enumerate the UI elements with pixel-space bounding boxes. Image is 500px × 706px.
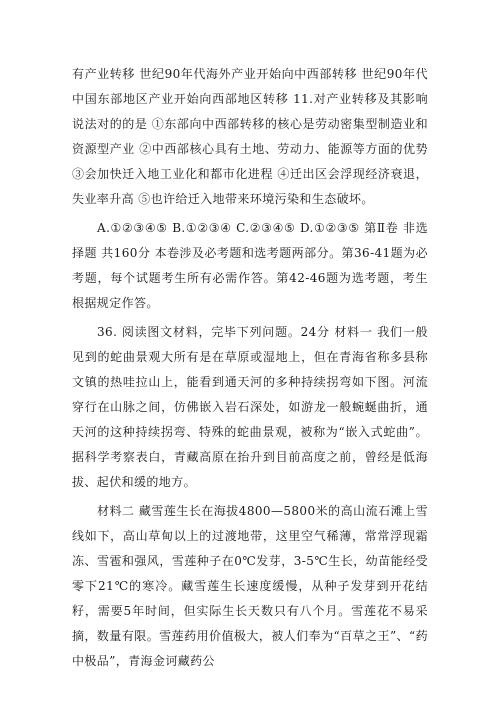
- paragraph-industry-transfer: 有产业转移 世纪90年代海外产业开始向中西部转移 世纪90年代中国东部地区产业开始向西部地区转移 11.对产业转移及其影响说法对的的是 ①东部向中西部转移的核心是劳动密集型制造业和资源型产业 ②中西部核心具有土地、劳动力、能源等方面的优势 ③会加快迁入地工业化和都市化进程 ④迁出区会浮现经济衰退，失业率升高 ⑤也许给迁入地带来环境污染和生态破坏。: [72, 67, 428, 206]
- paragraph-material-2: 材料二 藏雪莲生长在海拔4800—5800米的高山流石滩上雪线如下，高山草甸以上的过渡地带，这里空气稀薄，常常浮现霜冻、雪雹和强风，雪莲种子在0℃发芽，3-5℃生长，幼苗能经受零下21℃的寒冷。藏雪莲生长速度缓慢，从种子发芽到开花结籽，需要5年时间，但实际生长天数只有八个月。雪莲花不易采摘，数量有限。雪莲药用价值极大，被人们奉为“百草之王”、“药中极品”，青海金诃藏药公: [72, 504, 428, 668]
- document-body: [72, 62, 428, 678]
- paragraph-question-36-material-1: 36. 阅读图文材料，完毕下列问题。24分 材料一 我们一般见到的蛇曲景观大所有是在草原或湿地上，但在青海省称多县称文镇的热哇拉山上，能看到通天河的多种持续拐弯如下图。河流穿行在山脉之间，仿佛嵌入岩石深处，如游龙一般蜿蜒曲折，通天河的这种持续拐弯、特殊的蛇曲景观，被称为“嵌入式蛇曲”。据科学考察表白，青藏高原在抬升到目前高度之前，曾经是低海拔、起伏和缓的地方。: [72, 325, 428, 489]
- paragraph-answer-options: A.①②③④⑤ B.①②③④ C.②③④⑤ D.①②③⑤ 第Ⅱ卷 非选择题 共160分 本卷涉及必考题和选考题两部分。第36-41题为必考题，每个试题考生所有必需作答。第42-46题为选考题，考生根据规定作答。: [72, 221, 428, 310]
